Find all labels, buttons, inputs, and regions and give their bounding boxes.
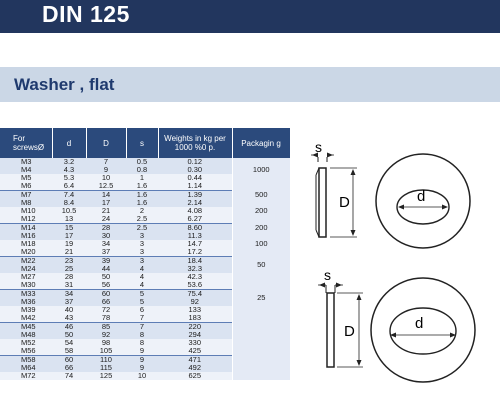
table-body [0,158,290,380]
table-cell: 98 [86,339,126,347]
table-cell: 60 [52,356,86,365]
table-cell: 125 [86,372,126,380]
D-label-top: D [339,194,350,211]
table-cell: 183 [158,314,232,323]
table-cell: M52 [0,339,52,347]
table-cell: 2 [126,207,158,215]
table-cell: M3 [0,158,52,166]
table-cell: 42.3 [158,273,232,281]
table-cell: 28 [52,273,86,281]
packaging-cell: 100 [232,240,290,248]
table-cell: 19 [52,240,86,248]
column-header: s [126,128,158,158]
table-cell: M16 [0,232,52,240]
table-cell: 44 [86,265,126,273]
table-cell: 3 [126,232,158,240]
table-cell: M27 [0,273,52,281]
table-cell: M45 [0,323,52,332]
table-cell: 53.6 [158,281,232,290]
column-header: For screwsØ [0,128,52,158]
table-cell: M7 [0,191,52,200]
table-cell: 8 [126,331,158,339]
section-band [0,67,500,102]
table-cell: M58 [0,356,52,365]
table-cell: 50 [52,331,86,339]
table-cell: 0.44 [158,174,232,182]
table-cell: 4.3 [52,166,86,174]
table-cell: 46 [52,323,86,332]
table-cell: 8.60 [158,224,232,233]
washer-side-view-top [311,139,357,237]
s-label-bottom: s [324,267,331,283]
table-cell: M5 [0,174,52,182]
table-row [0,347,290,356]
table-cell: 78 [86,314,126,323]
table-cell: 3 [126,257,158,266]
table-cell: 74 [52,372,86,380]
table-cell: 43 [52,314,86,323]
table-cell: 7 [126,323,158,332]
table-cell: 1.6 [126,182,158,191]
table-cell: M36 [0,298,52,306]
table-cell: 3 [126,248,158,257]
table-cell: 28 [86,224,126,233]
table-cell: 24 [86,215,126,224]
table-cell: 9 [86,166,126,174]
table-cell: M4 [0,166,52,174]
table-cell: 4 [126,273,158,281]
table-cell: 4 [126,281,158,290]
table-cell: 10 [126,372,158,380]
column-header: Weights in kg per 1000 %0 p. [158,128,232,158]
table-cell: M8 [0,199,52,207]
table-cell: 14.7 [158,240,232,248]
table-cell: 0.30 [158,166,232,174]
table-row [0,314,290,323]
table-cell: 9 [126,364,158,372]
s-label: s [315,139,322,155]
packaging-cell: 1000 [232,158,290,182]
table-cell: 4.08 [158,207,232,215]
table-cell: 60 [86,290,126,299]
table-cell: 2.14 [158,199,232,207]
dimension-table [0,128,290,380]
table-cell: 5 [126,290,158,299]
table-cell: 105 [86,347,126,356]
table-cell: 1.39 [158,191,232,200]
packaging-cell [232,314,290,347]
column-header: d [52,128,86,158]
table-cell: 9 [126,347,158,356]
table-cell: M72 [0,372,52,380]
packaging-cell: 50 [232,248,290,281]
table-cell: M22 [0,257,52,266]
table-cell: 7 [86,158,126,166]
table-cell: 1.6 [126,199,158,207]
table-cell: 58 [52,347,86,356]
table-cell: 17.2 [158,248,232,257]
table-cell: 85 [86,323,126,332]
table-cell: M10 [0,207,52,215]
table-cell: M20 [0,248,52,257]
table-cell: 9 [126,356,158,365]
table-cell: M30 [0,281,52,290]
table-cell: 7.4 [52,191,86,200]
table-cell: M6 [0,182,52,191]
table-cell: 37 [86,248,126,257]
table-cell: 2.5 [126,224,158,233]
table-cell: 66 [86,298,126,306]
table-cell: 21 [52,248,86,257]
table-cell: 13 [52,215,86,224]
table-cell: 425 [158,347,232,356]
table-cell: 17 [86,199,126,207]
table-cell: 92 [158,298,232,306]
table-cell: 115 [86,364,126,372]
table-cell: 56 [86,281,126,290]
table-cell: M14 [0,224,52,233]
table-cell: 14 [86,191,126,200]
table-cell: 3.2 [52,158,86,166]
packaging-cell: 500 [232,182,290,207]
table-cell: 6.27 [158,215,232,224]
table-cell: 37 [52,298,86,306]
table-cell: 6.4 [52,182,86,191]
washer-side-view-bottom [318,267,363,367]
table-row [0,248,290,257]
table-cell: 34 [86,240,126,248]
table-cell: M33 [0,290,52,299]
table-cell: M18 [0,240,52,248]
table-cell: 34 [52,290,86,299]
table-cell: 50 [86,273,126,281]
table-cell: 18.4 [158,257,232,266]
table-cell: 39 [86,257,126,266]
table-header-row [0,128,290,158]
table-cell: 294 [158,331,232,339]
table-cell: M24 [0,265,52,273]
washer-front-view-bottom [371,278,475,382]
table-cell: 471 [158,356,232,365]
table-cell: 625 [158,372,232,380]
table-cell: M39 [0,306,52,314]
header-bar [0,0,500,33]
table-cell: 492 [158,364,232,372]
table-cell: 25 [52,265,86,273]
table-cell: 0.8 [126,166,158,174]
packaging-cell: 200 [232,207,290,215]
washer-drawing [295,135,495,400]
table-cell: 75.4 [158,290,232,299]
table-cell: 5.3 [52,174,86,182]
table-cell: 10 [86,174,126,182]
d-label-top: d [417,188,426,205]
section-title: Washer , flat [14,75,115,94]
table-cell: 1.6 [126,191,158,200]
table-cell: 40 [52,306,86,314]
table-cell: 23 [52,257,86,266]
column-header: Packagin g [232,128,290,158]
table-cell: 0.12 [158,158,232,166]
table-cell: 15 [52,224,86,233]
table-cell: M12 [0,215,52,224]
table-cell: 5 [126,298,158,306]
table-cell: 330 [158,339,232,347]
packaging-cell: 25 [232,281,290,314]
table-cell: 8 [126,339,158,347]
table-cell: 32.3 [158,265,232,273]
standard-title: DIN 125 [42,1,130,27]
table-cell: 110 [86,356,126,365]
table-cell: M64 [0,364,52,372]
table-cell: 220 [158,323,232,332]
table-cell: 17 [52,232,86,240]
table-cell: 8.4 [52,199,86,207]
table-cell: 12.5 [86,182,126,191]
table-cell: 6 [126,306,158,314]
table-cell: 21 [86,207,126,215]
table-row [0,281,290,290]
table-cell: 72 [86,306,126,314]
table-cell: 31 [52,281,86,290]
table-cell: 1 [126,174,158,182]
packaging-cell: 200 [232,215,290,240]
table-cell: 4 [126,265,158,273]
d-label-bottom: d [415,315,424,332]
table-cell: 0.5 [126,158,158,166]
table-cell: 7 [126,314,158,323]
table-cell: 11.3 [158,232,232,240]
table-cell: 3 [126,240,158,248]
D-label-bottom: D [344,323,355,340]
table-cell: M56 [0,347,52,356]
table-cell: M48 [0,331,52,339]
table-cell: 10.5 [52,207,86,215]
table-row [0,240,290,248]
table-cell: M42 [0,314,52,323]
table-cell: 1.14 [158,182,232,191]
table-cell: 92 [86,331,126,339]
column-header: D [86,128,126,158]
packaging-cell [232,347,290,380]
table-cell: 66 [52,364,86,372]
table-cell: 133 [158,306,232,314]
table-cell: 30 [86,232,126,240]
table-cell: 2.5 [126,215,158,224]
washer-front-view-top [376,154,470,248]
table-cell: 54 [52,339,86,347]
